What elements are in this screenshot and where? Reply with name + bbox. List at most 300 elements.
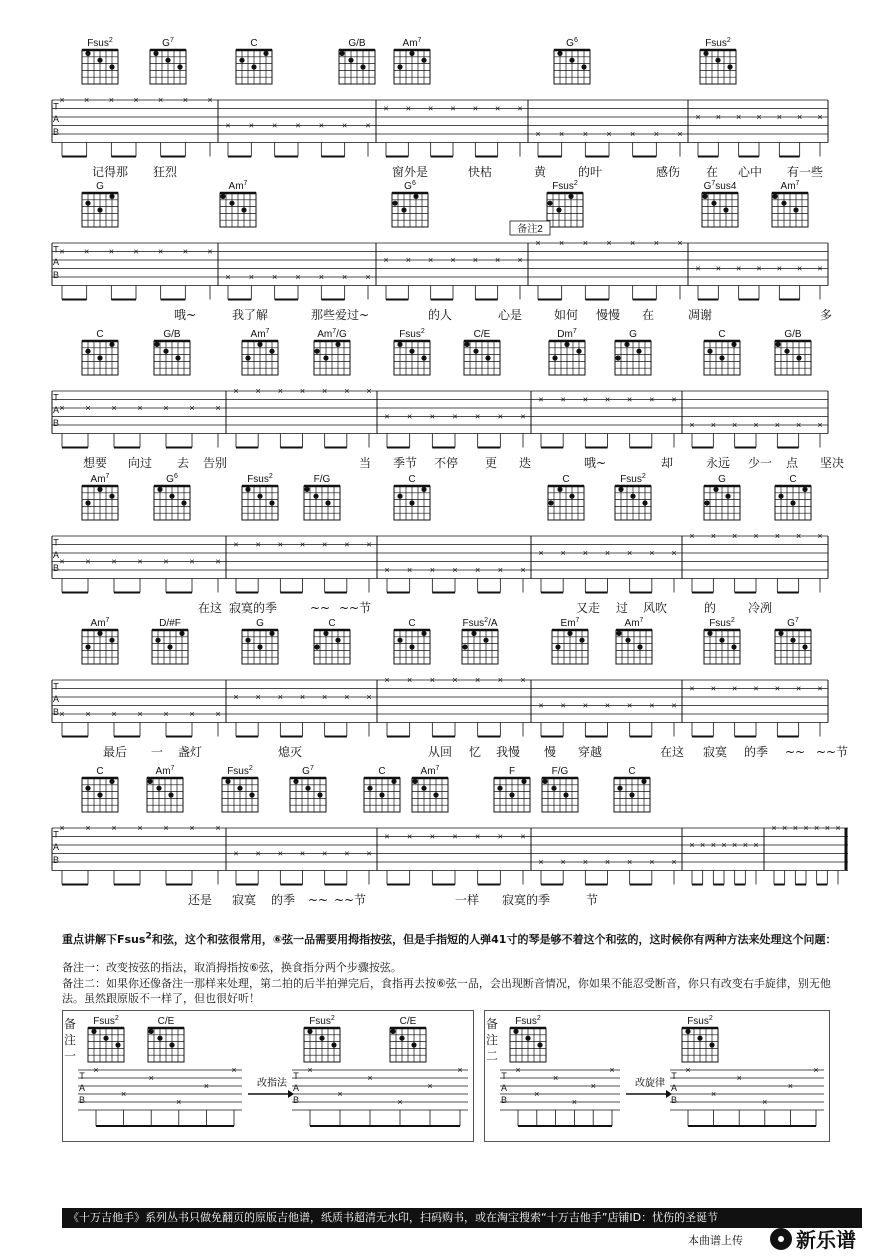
tab-note: × (176, 1097, 182, 1107)
finger-dot (781, 201, 786, 206)
chord-diagram (290, 765, 326, 812)
tab-note: × (700, 840, 706, 850)
site-logo[interactable] (770, 1224, 856, 1253)
finger-dot (557, 487, 562, 492)
tab-note: × (158, 95, 164, 105)
tab-note: × (233, 386, 239, 396)
tab-note: × (590, 1081, 596, 1091)
finger-dot (245, 355, 250, 360)
tab-note: × (163, 709, 169, 719)
chord-name: Fsus$^2$ (247, 473, 273, 485)
tab-note: × (649, 394, 655, 405)
lyric-word: 的人 (427, 308, 453, 322)
tab-note: × (452, 565, 458, 575)
finger-dot (257, 342, 262, 347)
system-2 (52, 180, 832, 322)
tab-note: × (215, 823, 221, 833)
finger-dot (157, 487, 162, 492)
chord-name: C/E (157, 1016, 175, 1027)
finger-dot (175, 355, 180, 360)
finger-dot (85, 51, 90, 56)
finger-dot (552, 355, 557, 360)
tab-note: × (732, 531, 738, 541)
chord-diagram (554, 37, 590, 84)
finger-dot (719, 638, 724, 643)
finger-dot (473, 349, 478, 354)
chord-name: Am$^7$ (90, 617, 110, 629)
tab-note: × (59, 709, 65, 719)
finger-dot (569, 494, 574, 499)
finger-dot (618, 487, 623, 492)
lyric-word: 季节 (392, 456, 418, 470)
chord-diagram (775, 474, 811, 520)
tab-note: × (322, 848, 328, 859)
tab-note: × (689, 840, 695, 850)
tab-letter-a: A (52, 550, 60, 561)
tab-note: × (383, 103, 389, 114)
lyric-word: 节 (585, 893, 599, 907)
tab-note: × (582, 857, 588, 867)
finger-dot (790, 500, 795, 505)
lyric-word: ~~ (784, 745, 806, 759)
tab-note: × (517, 103, 523, 114)
chord-diagram (242, 473, 278, 520)
finger-dot (85, 349, 90, 354)
chord-diagram (364, 766, 400, 812)
tab-note: × (366, 539, 372, 550)
finger-dot (391, 779, 396, 784)
tab-note: × (137, 556, 143, 567)
finger-dot (617, 786, 622, 791)
lyric-word: 那些爱过~ (310, 308, 370, 322)
tab-letter-t: T (79, 1071, 85, 1081)
tab-note: × (710, 531, 716, 541)
chord-name: C (628, 766, 636, 777)
tab-note: × (606, 238, 612, 248)
chord-diagram (462, 617, 498, 664)
tab-note: × (189, 403, 195, 413)
chord-name: Fsus$^2$ (687, 1015, 713, 1027)
tab-note: × (796, 683, 802, 694)
finger-dot (335, 638, 340, 643)
chord-name: Fsus$^2$ (620, 473, 646, 485)
tab-letter-a: A (292, 1083, 300, 1093)
tab-note: × (429, 411, 435, 422)
tab-note: × (653, 129, 659, 139)
finger-dot (772, 194, 777, 199)
chord-name: Am$^7$ (402, 37, 422, 49)
finger-dot (156, 786, 161, 791)
finger-dot (564, 342, 569, 347)
tab-note: × (582, 548, 588, 558)
tab-note: × (753, 531, 759, 541)
tab-note: × (207, 95, 213, 105)
finger-dot (703, 51, 708, 56)
chord-diagram (304, 474, 340, 520)
finger-dot (547, 201, 552, 206)
tab-note: × (721, 840, 727, 850)
chord-name: C (96, 766, 104, 777)
finger-dot (711, 201, 716, 206)
tab-note: × (695, 263, 701, 274)
note-box-label: 备 (63, 1017, 77, 1031)
lyric-word: 哦~ (583, 456, 607, 470)
chord-name: Am$^7$ (155, 765, 175, 777)
finger-dot (464, 342, 469, 347)
tab-note: × (163, 556, 169, 567)
lyric-word: ~~节 (338, 601, 372, 615)
finger-dot (802, 644, 807, 649)
finger-dot (314, 644, 319, 649)
lyric-word: 告别 (202, 456, 228, 470)
chord-diagram (82, 181, 118, 227)
annotation-tag-label: 备注2 (517, 224, 543, 235)
finger-dot (97, 207, 102, 212)
tab-note: × (813, 1065, 819, 1075)
finger-dot (241, 207, 246, 212)
lyric-word: 的叶 (577, 165, 603, 179)
finger-dot (521, 779, 526, 784)
chord-name: C (408, 618, 416, 629)
finger-dot (793, 207, 798, 212)
tab-note: × (630, 238, 636, 248)
tab-note: × (384, 675, 390, 685)
chord-name: D/#F (159, 618, 181, 629)
chord-diagram (222, 765, 258, 812)
finger-dot (567, 631, 572, 636)
tab-note: × (710, 683, 716, 694)
tab-note: × (207, 246, 213, 257)
finger-dot (165, 58, 170, 63)
tab-note: × (255, 386, 261, 396)
finger-dot (629, 792, 634, 797)
finger-dot (169, 494, 174, 499)
note-box-two (484, 1010, 830, 1142)
chord-name: G (629, 329, 637, 340)
finger-dot (625, 638, 630, 643)
finger-dot (397, 342, 402, 347)
finger-dot (85, 500, 90, 505)
tab-note: × (736, 263, 742, 274)
finger-dot (323, 631, 328, 636)
finger-dot (109, 638, 114, 643)
tab-letter-b: B (670, 1095, 678, 1105)
chord-diagram (392, 180, 428, 227)
tab-note: × (344, 386, 350, 396)
finger-dot (304, 487, 309, 492)
finger-dot (421, 631, 426, 636)
chord-name: G/B (163, 329, 181, 340)
tab-note: × (560, 857, 566, 867)
finger-dot (637, 644, 642, 649)
chord-diagram (154, 473, 190, 520)
tab-note: × (405, 103, 411, 114)
finger-dot (85, 201, 90, 206)
tab-note: × (277, 386, 283, 396)
note-one: 备注一：改变按弦的指法，取消拇指按⑥弦，换食指分两个步骤按弦。 (62, 961, 402, 974)
lyric-word: 熄灭 (277, 745, 303, 759)
tab-note: × (835, 823, 841, 833)
tab-note: × (405, 255, 411, 265)
explanation-heading (62, 928, 842, 947)
tab-note: × (677, 129, 683, 139)
finger-dot (154, 342, 159, 347)
tab-note: × (582, 700, 588, 711)
tab-note: × (215, 709, 221, 719)
tab-note: × (189, 823, 195, 833)
tab-note: × (344, 539, 350, 550)
lyric-word: 坚决 (819, 456, 845, 470)
tab-note: × (695, 112, 701, 122)
lyric-word: 忆 (468, 745, 482, 759)
tab-note: × (689, 683, 695, 694)
tab-note: × (407, 411, 413, 422)
chord-diagram (616, 617, 652, 664)
finger-dot (147, 779, 152, 784)
finger-dot (109, 494, 114, 499)
chord-diagram (82, 329, 118, 375)
tab-note: × (817, 420, 823, 430)
tab-note: × (225, 120, 231, 131)
finger-dot (616, 631, 621, 636)
chord-name: Fsus$^2$ (87, 37, 113, 49)
chord-diagram (82, 473, 118, 520)
tab-note: × (384, 831, 390, 842)
lyric-word: 寂寞 (702, 745, 728, 759)
chord-diagram (82, 766, 118, 812)
lyric-word: 却 (660, 456, 674, 470)
finger-dot (220, 194, 225, 199)
chord-name: Fsus$^2$ (552, 180, 578, 192)
tab-note: × (452, 411, 458, 422)
finger-dot (707, 349, 712, 354)
finger-dot (313, 494, 318, 499)
tab-letter-b: B (52, 706, 60, 717)
lyric-word: 快枯 (467, 165, 493, 179)
tab-note: × (299, 539, 306, 550)
finger-dot (569, 58, 574, 63)
tab-note: × (272, 272, 278, 282)
lyric-word: 过 (615, 601, 629, 615)
lyric-word: 点 (785, 456, 799, 470)
tab-note: × (475, 565, 481, 575)
tab-note: × (365, 120, 371, 131)
chord-diagram (394, 37, 430, 84)
tab-letter-t: T (53, 244, 59, 255)
finger-dot (293, 779, 298, 784)
tab-letter-a: A (52, 842, 60, 853)
tab-note: × (817, 531, 823, 541)
finger-dot (97, 355, 102, 360)
lyric-word: 穿越 (577, 745, 603, 759)
chord-name: G/B (784, 329, 802, 340)
finger-dot (245, 487, 250, 492)
finger-dot (483, 638, 488, 643)
chord-diagram (704, 474, 740, 520)
finger-dot (325, 500, 330, 505)
tab-letter-t: T (293, 1071, 299, 1081)
finger-dot (581, 64, 586, 69)
tab-note: × (299, 386, 306, 396)
finger-dot (269, 500, 274, 505)
tab-note: × (384, 565, 390, 575)
system-1 (52, 37, 828, 179)
chord-name: Fsus$^2$ (309, 1015, 335, 1027)
tab-note: × (604, 857, 611, 867)
chord-name: $G^6$ (404, 180, 416, 192)
tab-note: × (233, 539, 239, 550)
finger-dot (462, 644, 467, 649)
finger-dot (245, 638, 250, 643)
lyric-word: 想要 (82, 456, 108, 470)
tab-note: × (715, 112, 721, 122)
tab-letter-t: T (53, 537, 59, 548)
tab-note: × (559, 129, 565, 139)
finger-dot (409, 51, 414, 56)
tab-letter-b: B (52, 269, 60, 280)
finger-dot (433, 792, 438, 797)
arrow-label: 改指法 (257, 1078, 287, 1089)
finger-dot (177, 64, 182, 69)
tab-note: × (797, 263, 803, 274)
tab-note: × (472, 103, 478, 114)
chord-diagram (242, 328, 278, 375)
lyric-word: 不停 (433, 456, 459, 470)
tab-note: × (85, 403, 91, 413)
tab-note: × (272, 120, 278, 131)
tab-note: × (736, 112, 742, 122)
tab-note: × (111, 823, 117, 833)
tab-note: × (450, 255, 456, 265)
tab-note: × (497, 411, 503, 422)
finger-dot (263, 51, 268, 56)
tab-note: × (59, 246, 65, 257)
lyric-word: 寂寞的季 (228, 601, 278, 615)
finger-dot (269, 349, 274, 354)
finger-dot (305, 786, 310, 791)
tab-note: × (520, 565, 526, 575)
chord-diagram (542, 766, 578, 812)
finger-dot (412, 779, 417, 784)
finger-dot (239, 58, 244, 63)
tab-note: × (606, 129, 612, 139)
chord-diagram (615, 329, 651, 375)
tab-letter-t: T (53, 101, 59, 112)
tab-note: × (299, 692, 306, 702)
tab-note: × (366, 386, 372, 396)
chord-name: $G^6$ (566, 37, 578, 49)
finger-dot (784, 349, 789, 354)
lyric-word: 慢 (543, 745, 557, 759)
lyric-word: 迭 (518, 456, 532, 470)
tab-note: × (535, 129, 541, 139)
lyric-word: 还是 (187, 893, 213, 907)
finger-dot (551, 786, 556, 791)
chord-diagram (548, 474, 584, 520)
tab-note: × (538, 548, 544, 558)
tab-note: × (365, 272, 371, 282)
tab-note: × (158, 246, 164, 257)
finger-dot (707, 631, 712, 636)
tab-note: × (255, 692, 261, 702)
lyric-word: 盏灯 (177, 745, 203, 759)
chord-name: G (256, 618, 264, 629)
tab-note: × (475, 411, 481, 422)
finger-dot (421, 786, 426, 791)
tab-note: × (797, 112, 803, 122)
tab-letter-b: B (52, 126, 60, 137)
tab-note: × (367, 1073, 373, 1083)
chord-name: Am$^7$ (90, 473, 110, 485)
lyric-word: 从回 (427, 745, 453, 759)
tab-note: × (671, 700, 677, 711)
tab-note: × (318, 120, 324, 131)
tab-note: × (538, 394, 544, 405)
chord-diagram (242, 618, 278, 664)
finger-dot (317, 792, 322, 797)
tab-note: × (776, 112, 782, 122)
chord-name: Dm$^7$ (557, 328, 577, 340)
chord-diagram (549, 328, 585, 375)
tab-note: × (787, 1081, 794, 1091)
finger-dot (704, 500, 709, 505)
tab-note: × (277, 539, 283, 550)
explanation-heading-sup: 2 (145, 930, 152, 941)
lyric-word: 更 (484, 456, 498, 470)
chord-name: Am$^7$ (624, 617, 644, 629)
chord-name: F/G (551, 766, 569, 777)
finger-dot (775, 342, 780, 347)
tab-note: × (604, 548, 611, 558)
chord-name: Fsus$^2$/A (462, 617, 498, 629)
tab-note: × (295, 272, 301, 282)
lyric-word: 当 (358, 456, 372, 470)
tab-note: × (559, 238, 565, 248)
tab-note: × (520, 675, 526, 685)
finger-dot (641, 779, 646, 784)
finger-dot (85, 786, 90, 791)
finger-dot (576, 349, 581, 354)
tab-note: × (59, 403, 65, 413)
tab-note: × (742, 840, 748, 850)
tab-note: × (452, 675, 458, 685)
tab-note: × (762, 1097, 768, 1107)
finger-dot (731, 644, 736, 649)
tab-note: × (475, 831, 481, 842)
chord-diagram (775, 617, 811, 664)
tab-note: × (120, 1089, 127, 1099)
lyric-word: 永远 (705, 456, 731, 470)
finger-dot (778, 631, 783, 636)
tab-letter-t: T (671, 1071, 677, 1081)
chord-name: $G^7sus4$ (703, 180, 737, 192)
tab-note: × (814, 823, 820, 833)
finger-dot (790, 638, 795, 643)
finger-dot (397, 64, 402, 69)
tab-note: × (782, 823, 788, 833)
finger-dot (471, 631, 476, 636)
tab-note: × (689, 420, 695, 430)
tab-letter-a: A (78, 1083, 86, 1093)
tab-note: × (560, 548, 566, 558)
lyric-word: 记得那 (91, 165, 129, 179)
lyric-word: 在这 (197, 601, 223, 615)
finger-dot (335, 342, 340, 347)
finger-dot (97, 792, 102, 797)
tab-note: × (677, 238, 683, 248)
finger-dot (314, 349, 319, 354)
tab-note: × (337, 1089, 343, 1099)
